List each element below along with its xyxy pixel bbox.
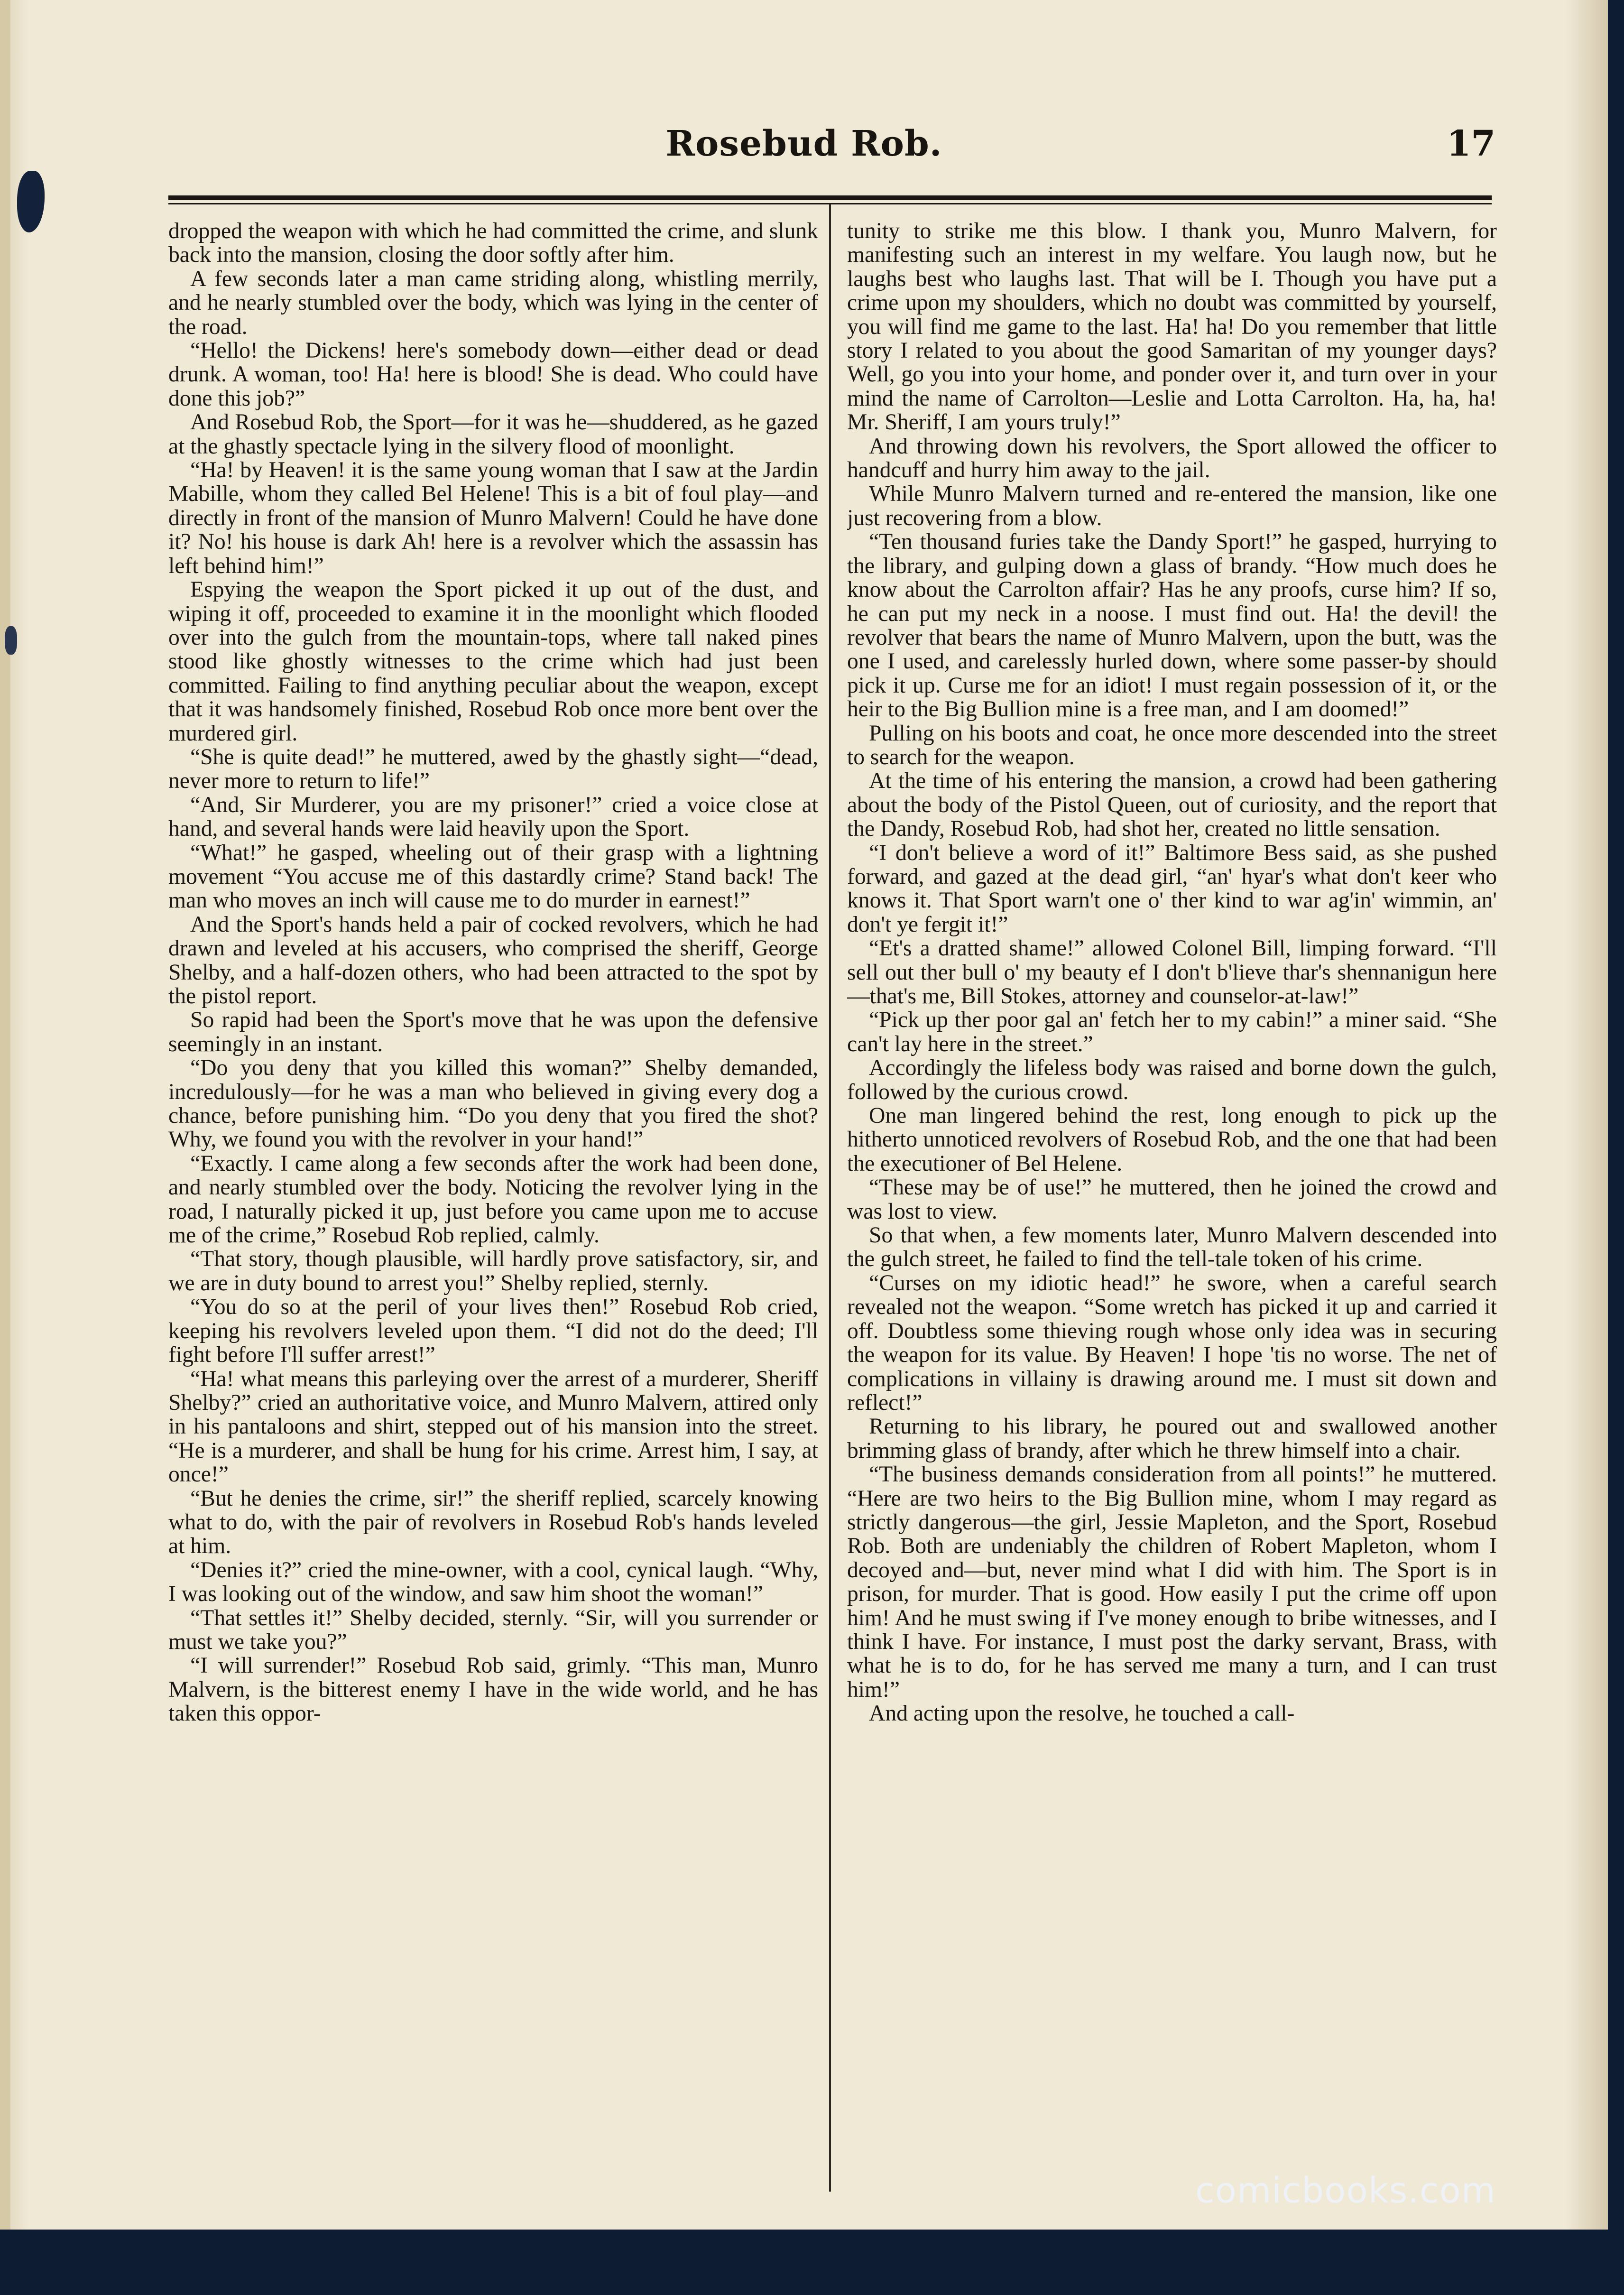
right-text-column [847, 219, 1497, 2202]
paragraph: Returning to his library, he poured out and swallowed another brimming glass of brandy, after which he threw himself into a chair. [847, 1414, 1497, 1463]
paragraph: Pulling on his boots and coat, he once more descended into the street to search for the weapon. [847, 721, 1497, 769]
paragraph: “That story, though plausible, will hardly prove satisfactory, sir, and we are in duty bound to arrest you!” Shelby replied, sternly. [168, 1247, 818, 1296]
paragraph: “What!” he gasped, wheeling out of their grasp with a lightning movement “You accuse me of this dastardly crime? Stand back! The man who moves an inch will cause me to do murder in earnest!” [168, 840, 818, 913]
scan-background [0, 2230, 1624, 2295]
page-binding-edge [0, 0, 10, 2295]
paragraph: “She is quite dead!” he muttered, awed by the ghastly sight—“dead, never more to return to life!” [168, 744, 818, 794]
paragraph: And Rosebud Rob, the Sport—for it was he—shuddered, as he gazed at the ghastly spectacle lying in the silvery flood of moonlight. [168, 410, 818, 459]
paragraph: “Hello! the Dickens! here's somebody down—either dead or dead drunk. A woman, too! Ha! here is blood! She is dead. Who could have done this job?” [168, 338, 818, 411]
paragraph: “Pick up ther poor gal an' fetch her to my cabin!” a miner said. “She can't lay here in the street.” [847, 1008, 1497, 1056]
watermark: comicbooks.com [1195, 2170, 1496, 2211]
paragraph: “I don't believe a word of it!” Baltimore Bess said, as she pushed forward, and gazed at the dead girl, “an' hyar's what don't keer who knows it. That Sport warn't one o' ther kind to war ag'in' wimmin, an' don't ye fergit it!” [847, 840, 1497, 937]
paragraph: “And, Sir Murderer, you are my prisoner!” cried a voice close at hand, and several hands were laid heavily upon the Sport. [168, 792, 818, 842]
paragraph: “Ha! what means this parleying over the arrest of a murderer, Sheriff Shelby?” cried an authoritative voice, and Munro Malvern, attired only in his pantaloons and shirt, stepped out of his mansion into the street. “He is a murderer, and shall be hung for his crime. Arrest him, I say, at once!” [168, 1366, 818, 1487]
paragraph: Espying the weapon the Sport picked it up out of the dust, and wiping it off, proceeded to examine it in the moonlight which flooded over into the gulch from the mountain-tops, where tall naked pines stood like ghostly witnesses to the crime which had just been committed. Failing to find anything peculiar about the weapon, except that it was handsomely finished, Rosebud Rob once more bent over the murdered girl. [168, 577, 818, 746]
paragraph: At the time of his entering the mansion, a crowd had been gathering about the body of the Pistol Queen, out of curiosity, and the report that the Dandy, Rosebud Rob, had shot her, created no little sensation. [847, 768, 1497, 842]
paragraph: dropped the weapon with which he had committed the crime, and slunk back into the mansion, closing the door softly after him. [168, 219, 818, 268]
paragraph: So that when, a few moments later, Munro Malvern descended into the gulch street, he failed to find the tell-tale token of his crime. [847, 1223, 1497, 1272]
running-header [0, 123, 1608, 180]
header-rule [168, 195, 1492, 200]
paragraph: “Ten thousand furies take the Dandy Sport!” he gasped, hurrying to the library, and gulping down a glass of brandy. “How much does he know about the Carrolton affair? Has he any proofs, curse him? If so, he can put my neck in a noose. I must find out. Ha! the devil! the revolver that bears the name of Munro Malvern, upon the butt, was the one I used, and carelessly hurled down, where some passer-by should pick it up. Curse me for an idiot! I must regain possession of it, or the heir to the Big Bullion mine is a free man, and I am doomed!” [847, 529, 1497, 722]
paragraph: “You do so at the peril of your lives then!” Rosebud Rob cried, keeping his revolvers leveled upon them. “I did not do the deed; I'll fight before I'll suffer arrest!” [168, 1295, 818, 1368]
paragraph: “Denies it?” cried the mine-owner, with a cool, cynical laugh. “Why, I was looking out of the window, and saw him shoot the woman!” [168, 1557, 818, 1607]
paragraph: tunity to strike me this blow. I thank you, Munro Malvern, for manifesting such an interest in my welfare. You laugh now, but he laughs best who laughs last. That will be I. Though you have put a crime upon my shoulders, which no doubt was committed by yourself, you will find me game to the last. Ha! ha! Do you remember that little story I related to you about the good Samaritan of my younger days? Well, go you into your home, and ponder over it, and turn over in your mind the name of Carrolton—Leslie and Lotta Carrolton. Ha, ha, ha! Mr. Sheriff, I am yours truly!” [847, 219, 1497, 435]
paragraph: “These may be of use!” he muttered, then he joined the crowd and was lost to view. [847, 1175, 1497, 1224]
page-damage-mark-small [5, 626, 17, 655]
paragraph: “That settles it!” Shelby decided, sternly. “Sir, will you surrender or must we take you?” [168, 1605, 818, 1654]
paragraph: “Curses on my idiotic head!” he swore, when a careful search revealed not the weapon. “Some wretch has picked it up and carried it off. Doubtless some thieving rough whose only idea was in securing the weapon for its value. By Heaven! I hope 'tis no worse. The net of complications in villainy is drawing around me. I must sit down and reflect!” [847, 1270, 1497, 1415]
paragraph: So rapid had been the Sport's move that he was upon the defensive seemingly in an instant. [168, 1008, 818, 1056]
paragraph: Accordingly the lifeless body was raised and borne down the gulch, followed by the curious crowd. [847, 1055, 1497, 1104]
page-number: 17 [1447, 123, 1495, 164]
paragraph: “The business demands consideration from all points!” he muttered. “Here are two heirs to the Big Bullion mine, whom I may regard as strictly dangerous—the girl, Jessie Mapleton, and the Sport, Rosebud Rob. Both are undeniably the children of Robert Mapleton, whom I decoyed and—but, never mind what I did with him. The Sport is in prison, for murder. That is good. How easily I put the crime off upon him! And he must swing if I've money enough to bribe witnesses, and I think I have. For instance, I must post the darky servant, Brass, with what he is to do, for he has served me many a turn, and I can trust him!” [847, 1462, 1497, 1702]
paragraph: And acting upon the resolve, he touched a call- [869, 1701, 1295, 1726]
paragraph: While Munro Malvern turned and re-entered the mansion, like one just recovering from a blow. [847, 481, 1497, 530]
left-text-column [168, 219, 818, 2202]
paragraph: “Exactly. I came along a few seconds after the work had been done, and nearly stumbled over the body. Noticing the revolver lying in the road, I naturally picked it up, just before you came upon me to accuse me of the crime,” Rosebud Rob replied, calmly. [168, 1151, 818, 1248]
paragraph: One man lingered behind the rest, long enough to pick up the hitherto unnoticed revolvers of Rosebud Rob, and the one that had been the executioner of Bel Helene. [847, 1103, 1497, 1176]
paragraph: “I will surrender!” Rosebud Rob said, grimly. “This man, Munro Malvern, is the bitterest enemy I have in the wide world, and he has taken this oppor- [168, 1653, 818, 1726]
paragraph: “Ha! by Heaven! it is the same young woman that I saw at the Jardin Mabille, whom they called Bel Helene! This is a bit of foul play—and directly in front of the mansion of Munro Malvern! Could he have done it? No! his house is dark Ah! here is a revolver which the assassin has left behind him!” [168, 458, 818, 578]
paragraph: A few seconds later a man came striding along, whistling merrily, and he nearly stumbled over the body, which was lying in the center of the road. [168, 266, 818, 339]
running-title: Rosebud Rob. [665, 123, 942, 164]
paragraph: “Do you deny that you killed this woman?” Shelby demanded, incredulously—for he was a man who believed in giving every dog a chance, before punishing him. “Do you deny that you fired the shot? Why, we found you with the revolver in your hand!” [168, 1055, 818, 1152]
paragraph: And the Sport's hands held a pair of cocked revolvers, which he had drawn and leveled at his accusers, who comprised the sheriff, George Shelby, and a half-dozen others, who had been attracted to the spot by the pistol report. [168, 912, 818, 1009]
paragraph: “Et's a dratted shame!” allowed Colonel Bill, limping forward. “I'll sell out ther bull o' my beauty ef I don't b'lieve thar's shennanigun here—that's me, Bill Stokes, attorney and counselor-at-law!” [847, 936, 1497, 1009]
column-divider [829, 204, 831, 2192]
paragraph: And throwing down his revolvers, the Sport allowed the officer to handcuff and hurry him away to the jail. [847, 434, 1497, 483]
paragraph: “But he denies the crime, sir!” the sheriff replied, scarcely knowing what to do, with the pair of revolvers in Rosebud Rob's hands leveled at him. [168, 1486, 818, 1559]
